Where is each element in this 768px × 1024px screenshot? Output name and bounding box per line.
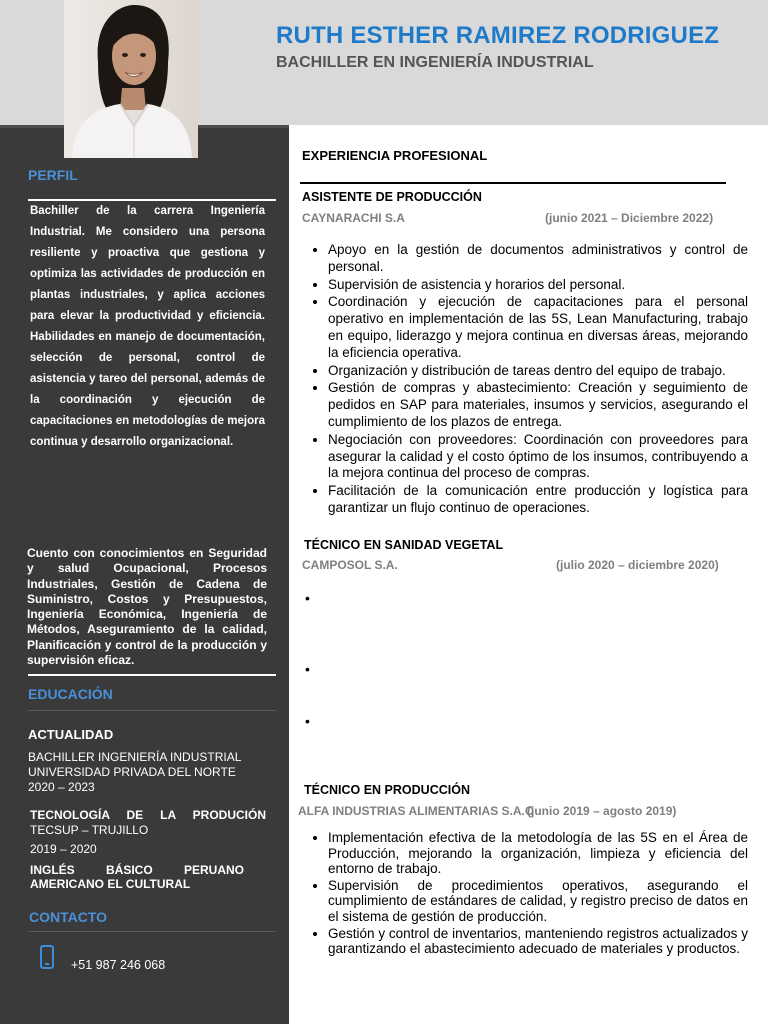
education-university-years: 2020 – 2023 bbox=[28, 780, 95, 794]
list-item: • Supervisión de procedimientos operativos, asegurando el cumplimiento de estándares de calidad, y registro preciso de datos en el sistema de gestión de producción. bbox=[328, 878, 748, 925]
list-item: • Facilitación de la comunicación entre producción y logística para garantizar un flujo continuo de operaciones. bbox=[328, 483, 748, 517]
experience-divider bbox=[300, 182, 726, 184]
job-title: TÉCNICO EN SANIDAD VEGETAL bbox=[304, 538, 504, 552]
list-item: • Gestión de compras y abastecimiento: Creación y seguimiento de pedidos en SAP para materiales, insumos y servicios, asegurando el cumplimiento de los plazos de entrega. bbox=[328, 380, 748, 430]
knowledge-divider bbox=[28, 674, 276, 676]
education-heading: EDUCACIÓN bbox=[28, 686, 113, 702]
contact-phone[interactable]: +51 987 246 068 bbox=[71, 958, 166, 972]
contact-heading: CONTACTO bbox=[29, 909, 108, 925]
job-bullet-list bbox=[306, 242, 748, 518]
list-item: • bbox=[305, 713, 310, 729]
list-item: • Supervisión de asistencia y horarios del personal. bbox=[328, 277, 748, 294]
portrait-illustration bbox=[64, 0, 198, 158]
job-dates: (junio 2019 – agosto 2019) bbox=[527, 804, 677, 818]
candidate-title: BACHILLER EN INGENIERÍA INDUSTRIAL bbox=[276, 54, 594, 71]
profile-heading: PERFIL bbox=[28, 167, 78, 183]
job-company: CAMPOSOL S.A. bbox=[302, 558, 398, 572]
job-title: TÉCNICO EN PRODUCCIÓN bbox=[304, 783, 470, 797]
list-item: • bbox=[305, 661, 310, 677]
experience-heading: EXPERIENCIA PROFESIONAL bbox=[302, 148, 488, 163]
contact-divider bbox=[28, 931, 276, 932]
job-bullet-list bbox=[306, 830, 748, 958]
list-item: • Negociación con proveedores: Coordinación con proveedores para asegurar la calidad y el costo óptimo de los insumos, contribuyendo a la mejora continua del proceso de compras. bbox=[328, 432, 748, 482]
education-university: UNIVERSIDAD PRIVADA DEL NORTE bbox=[28, 765, 236, 779]
education-divider bbox=[28, 710, 276, 711]
profile-text: Bachiller de la carrera Ingeniería Industrial. Me considero una persona resiliente y proactiva que gestiona y optimiza las actividades de producción en plantas industriales, y aplica acciones para elevar la productividad y eficiencia. Habilidades en manejo de documentación, selección de personal, control de asistencia y tareo del personal, además de la coordinación y ejecución de capacitaciones en metodologías de mejora continua y desarrollo organizacional. bbox=[30, 205, 265, 448]
education-english: INGLÉS BÁSICO PERUANO AMERICANO EL CULTURAL bbox=[30, 863, 244, 891]
education-current-label: ACTUALIDAD bbox=[28, 727, 114, 742]
list-item: • bbox=[305, 590, 310, 606]
list-item: • Coordinación y ejecución de capacitaciones para el personal operativo en implementación de las 5S, Lean Manufacturing, trabajo en equipo, liderazgo y mejora continua en diversas áreas, mejorando la eficiencia operativa. bbox=[328, 294, 748, 361]
education-tech-years: 2019 – 2020 bbox=[30, 842, 97, 856]
education-tech-school: TECSUP – TRUJILLO bbox=[30, 823, 149, 837]
list-item: • Apoyo en la gestión de documentos administrativos y control de personal. bbox=[328, 242, 748, 276]
job-company: CAYNARACHI S.A bbox=[302, 211, 405, 225]
job-title: ASISTENTE DE PRODUCCIÓN bbox=[302, 190, 482, 204]
job-dates: (julio 2020 – diciembre 2020) bbox=[556, 558, 719, 572]
education-tech-title: TECNOLOGÍA DE LA PRODUCIÓN bbox=[30, 808, 266, 822]
job-company: ALFA INDUSTRIAS ALIMENTARIAS S.A.C bbox=[298, 804, 534, 818]
candidate-name: RUTH ESTHER RAMIREZ RODRIGUEZ bbox=[276, 22, 720, 49]
list-item: • Implementación efectiva de la metodología de las 5S en el Área de Producción, mejorando la organización, limpieza y eficiencia del entorno de trabajo. bbox=[328, 830, 748, 877]
knowledge-text: Cuento con conocimientos en Seguridad y salud Ocupacional, Procesos Industriales, Gestión de Cadena de Suministro, Costos y Presupuestos, Ingeniería Económica, Ingeniería de Métodos, Aseguramiento de la calidad, Planificación y control de la producción y supervisión eficaz. bbox=[27, 546, 267, 668]
list-item: • Gestión y control de inventarios, manteniendo registros actualizados y garantizando el abastecimiento adecuado de materiales y productos. bbox=[328, 926, 748, 957]
education-degree: BACHILLER INGENIERÍA INDUSTRIAL bbox=[28, 750, 242, 764]
mobile-phone-icon bbox=[40, 945, 54, 969]
profile-photo bbox=[64, 0, 198, 158]
job-dates: (junio 2021 – Diciembre 2022) bbox=[545, 211, 714, 225]
list-item: • Organización y distribución de tareas dentro del equipo de trabajo. bbox=[328, 363, 748, 380]
